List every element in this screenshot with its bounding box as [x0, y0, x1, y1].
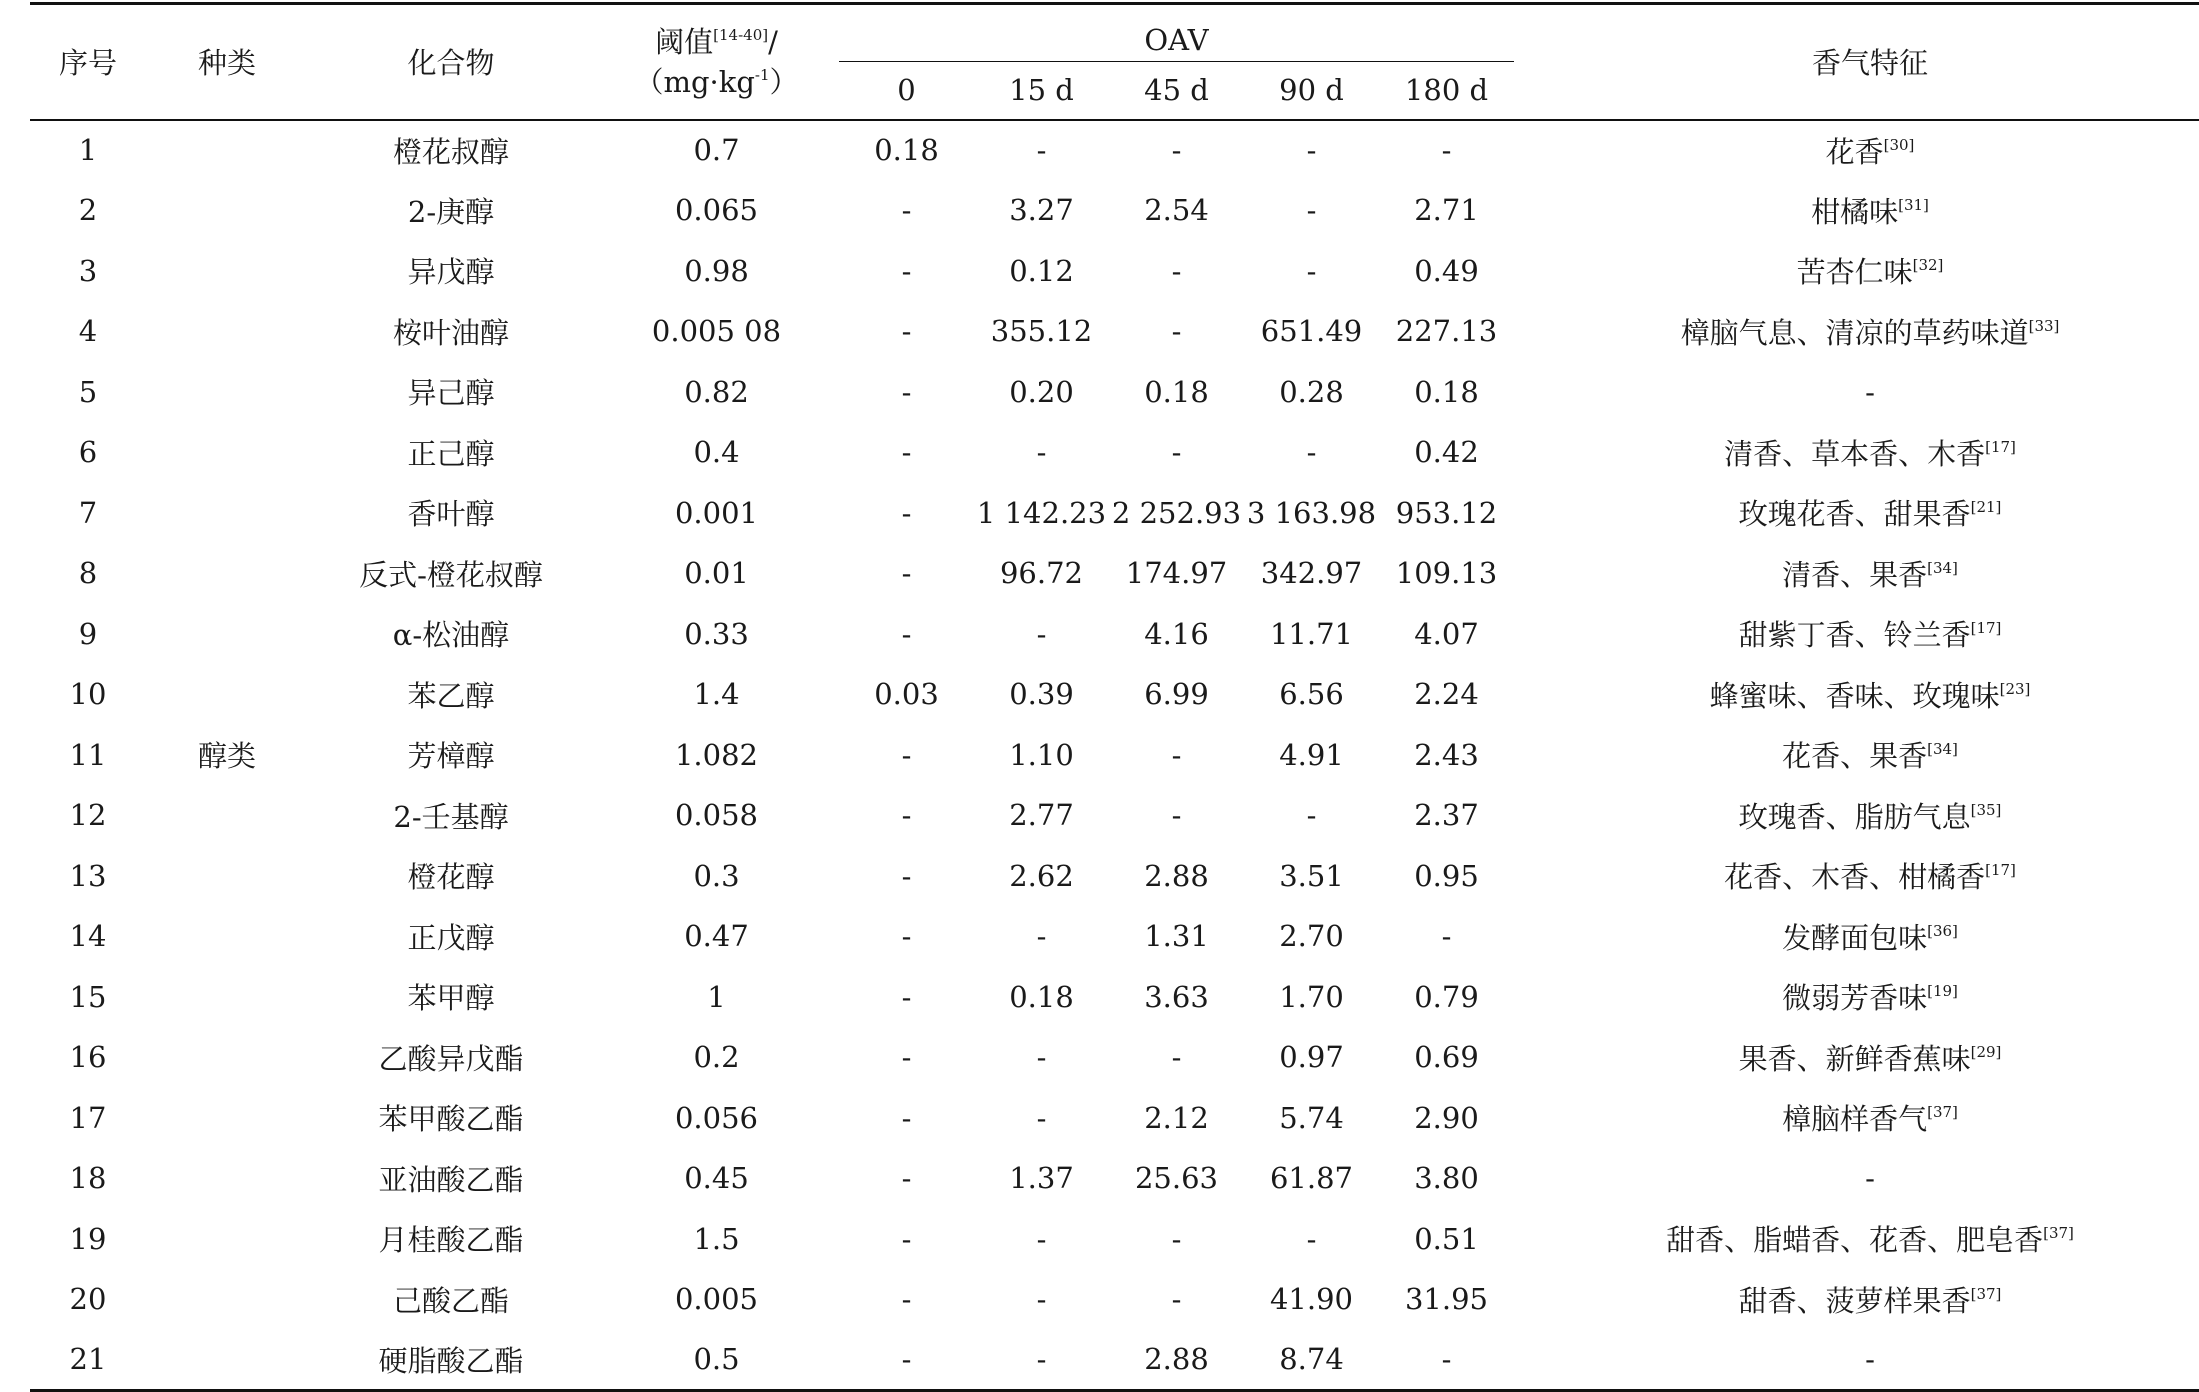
row-aroma: [1514, 241, 2199, 302]
row-compound: 2-庚醇: [407, 194, 495, 229]
row-oav-value: -: [1171, 737, 1182, 772]
row-index: 21: [30, 1330, 146, 1391]
aroma-text: 玫瑰香、脂肪气息: [1738, 799, 1971, 834]
row-compound: 芳樟醇: [407, 739, 495, 774]
row-threshold: 0.3: [693, 858, 740, 893]
row-threshold: 0.4: [693, 435, 740, 470]
table-row: [30, 483, 2199, 544]
aroma-ref: [37]: [1927, 1103, 1958, 1122]
table-row: [30, 604, 2199, 665]
row-oav-value: 3.51: [1279, 858, 1344, 893]
aroma-ref: [35]: [1970, 800, 2002, 819]
row-aroma: [1514, 1269, 2199, 1330]
header-oav-day-90: 90 d: [1244, 62, 1379, 120]
table-row: [30, 301, 2199, 362]
row-oav-value: -: [1306, 798, 1317, 833]
header-category: 种类: [146, 4, 308, 120]
row-oav-value: 5.74: [1279, 1100, 1344, 1135]
row-category: [146, 241, 308, 302]
row-oav-value: 2.54: [1144, 193, 1209, 228]
threshold-ref: [14-40]: [713, 25, 769, 44]
row-category: [146, 543, 308, 604]
row-threshold: 1: [707, 979, 726, 1014]
row-oav-value: -: [1441, 133, 1452, 168]
row-threshold: 0.065: [674, 193, 759, 228]
row-oav-value: 2.24: [1414, 677, 1479, 712]
row-aroma: [1514, 604, 2199, 665]
table-row: [30, 846, 2199, 907]
row-oav-value: -: [901, 374, 912, 409]
row-category: [146, 664, 308, 725]
row-oav-value: -: [1036, 133, 1047, 168]
row-oav-value: -: [1171, 1221, 1182, 1256]
aroma-text: 蜂蜜味、香味、玫瑰味: [1709, 678, 2000, 713]
row-oav-value: -: [1171, 253, 1182, 288]
table-row: [30, 1088, 2199, 1149]
row-threshold: 1.4: [693, 677, 740, 712]
row-oav-value: -: [901, 919, 912, 954]
row-oav-value: -: [1036, 1221, 1047, 1256]
row-oav-value: -: [901, 1100, 912, 1135]
row-category: [146, 604, 308, 665]
row-threshold: 1.5: [693, 1221, 740, 1256]
row-compound: 硬脂酸乙酯: [308, 1330, 594, 1391]
row-oav-value: 31.95: [1404, 1282, 1489, 1317]
row-oav-value: 0.28: [1279, 374, 1344, 409]
row-compound: 2-壬基醇: [393, 799, 509, 834]
row-oav-value: 2.62: [1009, 858, 1074, 893]
row-index: 16: [69, 1040, 107, 1075]
row-oav-value: 61.87: [1269, 1161, 1354, 1196]
row-oav-value: 0.42: [1414, 435, 1479, 470]
row-oav-value: 0.03: [874, 677, 939, 712]
row-oav-value: 1.70: [1279, 979, 1344, 1014]
row-oav-value: 3.27: [1009, 193, 1074, 228]
row-aroma: [1514, 1027, 2199, 1088]
row-oav-value: -: [974, 1330, 1109, 1391]
row-threshold: 0.7: [693, 133, 740, 168]
row-threshold: 0.01: [684, 556, 749, 591]
row-oav-value: -: [1306, 435, 1317, 470]
table-row: [30, 1209, 2199, 1270]
row-threshold: 0.058: [674, 798, 759, 833]
aroma-ref: [17]: [1985, 437, 2016, 456]
row-oav-value: -: [1036, 919, 1047, 954]
row-category: [146, 846, 308, 907]
row-oav-value: -: [1171, 1282, 1182, 1317]
header-threshold: [594, 4, 839, 120]
row-category: [146, 1269, 308, 1330]
row-oav-value: -: [901, 556, 912, 591]
row-oav-value: -: [901, 798, 912, 833]
row-oav-value: -: [1306, 253, 1317, 288]
aroma-text: 甜香、菠萝样果香: [1738, 1283, 1971, 1318]
row-oav-value: -: [901, 435, 912, 470]
row-oav-value: 342.97: [1260, 556, 1363, 591]
row-oav-value: 6.56: [1279, 677, 1344, 712]
row-oav-value: -: [1036, 1282, 1047, 1317]
aroma-text: 柑橘味: [1811, 194, 1899, 229]
row-oav-value: 651.49: [1260, 314, 1363, 349]
row-oav-value: -: [1379, 1330, 1514, 1391]
table-row: [30, 1027, 2199, 1088]
row-oav-value: 2.90: [1414, 1100, 1479, 1135]
aroma-ref: [29]: [1970, 1042, 2002, 1061]
table-row: [30, 967, 2199, 1028]
aroma-text: 花香、果香: [1782, 739, 1928, 774]
row-index: 12: [69, 798, 107, 833]
row-compound: 反式-橙花叔醇: [359, 557, 543, 592]
row-oav-value: 174.97: [1125, 556, 1228, 591]
row-compound: 苯甲酸乙酯: [378, 1102, 524, 1137]
row-oav-value: 1.37: [1009, 1161, 1074, 1196]
header-oav-day-15: 15 d: [974, 62, 1109, 120]
row-threshold: 0.82: [684, 374, 749, 409]
row-oav-value: 2 252.93: [1111, 495, 1242, 530]
row-threshold: 0.005: [674, 1282, 759, 1317]
row-oav-value: -: [901, 616, 912, 651]
table-row: [30, 664, 2199, 725]
table-row: [30, 543, 2199, 604]
table-row: [30, 725, 2199, 786]
aroma-text: 果香、新鲜香蕉味: [1738, 1041, 1971, 1076]
header-oav: OAV: [839, 4, 1514, 62]
row-aroma: [1514, 1148, 2199, 1209]
table-row: [30, 1269, 2199, 1330]
row-compound: α-松油醇: [392, 618, 510, 653]
row-category: [146, 1148, 308, 1209]
row-category: [146, 362, 308, 423]
aroma-ref: [37]: [1970, 1284, 2002, 1303]
row-category: [146, 483, 308, 544]
row-category: [146, 967, 308, 1028]
row-oav-value: -: [901, 979, 912, 1014]
row-aroma: [1514, 362, 2199, 423]
row-category: [146, 422, 308, 483]
table-row: [30, 785, 2199, 846]
table-row: [30, 1330, 2199, 1391]
row-oav-value: -: [1171, 133, 1182, 168]
row-oav-value: -: [839, 1330, 974, 1391]
aroma-text: -: [1865, 374, 1875, 409]
row-index: 9: [78, 616, 98, 651]
row-compound: 橙花叔醇: [392, 134, 509, 169]
threshold-label: 阈值: [655, 24, 714, 59]
row-oav-value: -: [1171, 798, 1182, 833]
aroma-text: 甜香、脂蜡香、花香、肥皂香: [1666, 1223, 2044, 1258]
row-threshold: 1.082: [674, 737, 759, 772]
table-row: [30, 906, 2199, 967]
row-oav-value: 4.16: [1144, 616, 1209, 651]
threshold-unit-post: ）: [769, 64, 799, 99]
aroma-text: 玫瑰花香、甜果香: [1738, 497, 1971, 532]
row-oav-value: -: [901, 737, 912, 772]
row-category: 醇类: [197, 739, 256, 774]
row-oav-value: 2.43: [1414, 737, 1479, 772]
row-oav-value: -: [1306, 1221, 1317, 1256]
header-oav-day-0: 0: [839, 62, 974, 120]
row-index: 7: [78, 495, 98, 530]
row-oav-value: 0.12: [1009, 253, 1074, 288]
aroma-ref: [36]: [1927, 921, 1958, 940]
row-oav-value: 25.63: [1134, 1161, 1219, 1196]
aroma-ref: [32]: [1912, 256, 1944, 275]
row-compound: 桉叶油醇: [392, 315, 509, 350]
row-oav-value: 0.18: [1009, 979, 1074, 1014]
row-category: [146, 1330, 308, 1391]
row-aroma: [1514, 543, 2199, 604]
row-oav-value: -: [901, 253, 912, 288]
aroma-ref: [23]: [1999, 679, 2031, 698]
row-compound: 己酸乙酯: [392, 1283, 509, 1318]
row-oav-value: 0.95: [1414, 858, 1479, 893]
row-index: 5: [78, 374, 98, 409]
row-compound: 亚油酸乙酯: [378, 1162, 524, 1197]
row-aroma: [1514, 301, 2199, 362]
row-aroma: [1514, 725, 2199, 786]
row-aroma: [1514, 1330, 2199, 1391]
row-oav-value: 0.79: [1414, 979, 1479, 1014]
row-oav-value: -: [1036, 435, 1047, 470]
row-index: 8: [78, 556, 98, 591]
row-oav-value: -: [1036, 616, 1047, 651]
row-threshold: 0.47: [684, 919, 749, 954]
row-oav-value: 4.91: [1279, 737, 1344, 772]
row-aroma: [1514, 483, 2199, 544]
row-aroma: [1514, 422, 2199, 483]
row-oav-value: -: [1306, 133, 1317, 168]
row-oav-value: 0.18: [1144, 374, 1209, 409]
aroma-ref: [34]: [1927, 558, 1958, 577]
data-table: [30, 2, 2199, 1392]
aroma-text: 花香: [1825, 134, 1884, 169]
threshold-unit-sup: -1: [754, 65, 770, 84]
row-threshold: 0.005 08: [651, 314, 782, 349]
row-oav-value: 6.99: [1144, 677, 1209, 712]
aroma-ref: [33]: [2028, 316, 2060, 335]
row-compound: 苯甲醇: [407, 981, 495, 1016]
header-oav-day-45: 45 d: [1109, 62, 1244, 120]
row-oav-value: 2.12: [1144, 1100, 1209, 1135]
row-compound: 乙酸异戊酯: [378, 1041, 524, 1076]
row-aroma: [1514, 180, 2199, 241]
row-index: 2: [78, 193, 98, 228]
aroma-text: -: [1865, 1342, 1875, 1376]
row-index: 6: [78, 435, 98, 470]
row-category: [146, 906, 308, 967]
row-oav-value: -: [1306, 193, 1317, 228]
row-aroma: [1514, 1209, 2199, 1270]
row-aroma: [1514, 846, 2199, 907]
row-oav-value: 2.88: [1144, 858, 1209, 893]
row-index: 13: [69, 858, 107, 893]
row-oav-value: -: [1171, 1040, 1182, 1075]
table-body: [30, 120, 2199, 1391]
row-oav-value: 2.37: [1414, 798, 1479, 833]
row-category: [146, 120, 308, 181]
row-oav-value: 0.20: [1009, 374, 1074, 409]
row-compound: 异戊醇: [407, 255, 495, 290]
row-aroma: [1514, 785, 2199, 846]
row-category: [146, 785, 308, 846]
aroma-ref: [37]: [2043, 1224, 2074, 1243]
aroma-text: 发酵面包味: [1782, 920, 1928, 955]
row-oav-value: 8.74: [1244, 1330, 1379, 1391]
row-category: [146, 1209, 308, 1270]
header-index: 序号: [30, 4, 146, 120]
aroma-text: -: [1865, 1161, 1875, 1196]
row-index: 14: [69, 919, 107, 954]
row-oav-value: 96.72: [999, 556, 1084, 591]
aroma-ref: [19]: [1927, 982, 1958, 1001]
table-row: [30, 241, 2199, 302]
row-index: 19: [69, 1221, 107, 1256]
row-oav-value: -: [901, 495, 912, 530]
row-threshold: 0.98: [684, 253, 749, 288]
row-oav-value: -: [901, 314, 912, 349]
row-oav-value: 1.31: [1144, 919, 1209, 954]
row-compound: 正己醇: [407, 436, 495, 471]
row-oav-value: -: [901, 858, 912, 893]
aroma-text: 樟脑气息、清凉的草药味道: [1680, 315, 2029, 350]
header-oav-day-180: 180 d: [1379, 62, 1514, 120]
row-index: 18: [69, 1161, 107, 1196]
row-oav-value: -: [901, 1221, 912, 1256]
row-oav-value: 109.13: [1395, 556, 1498, 591]
row-compound: 香叶醇: [407, 497, 495, 532]
aroma-text: 微弱芳香味: [1782, 981, 1928, 1016]
row-oav-value: 1.10: [1009, 737, 1074, 772]
row-oav-value: 11.71: [1269, 616, 1354, 651]
row-oav-value: 4.07: [1414, 616, 1479, 651]
row-category: [146, 1027, 308, 1088]
row-aroma: [1514, 664, 2199, 725]
row-index: 4: [78, 314, 98, 349]
row-compound: 月桂酸乙酯: [378, 1223, 524, 1258]
row-index: 11: [69, 737, 107, 772]
row-oav-value: -: [1171, 314, 1182, 349]
row-oav-value: -: [901, 1040, 912, 1075]
row-oav-value: -: [1171, 435, 1182, 470]
table-row: [30, 180, 2199, 241]
row-oav-value: 0.51: [1414, 1221, 1479, 1256]
row-index: 1: [78, 133, 98, 168]
row-category: [146, 1088, 308, 1149]
row-index: 20: [69, 1282, 107, 1317]
row-oav-value: -: [1036, 1100, 1047, 1135]
row-threshold: 0.45: [684, 1161, 749, 1196]
row-threshold: 0.2: [693, 1040, 740, 1075]
row-oav-value: 227.13: [1395, 314, 1498, 349]
row-threshold: 0.5: [594, 1330, 839, 1391]
row-oav-value: 0.18: [874, 133, 939, 168]
row-compound: 异己醇: [407, 376, 495, 411]
row-compound: 苯乙醇: [407, 678, 495, 713]
aroma-text: 花香、木香、柑橘香: [1724, 860, 1986, 895]
table-row: [30, 362, 2199, 423]
row-oav-value: 953.12: [1395, 495, 1498, 530]
row-category: [146, 301, 308, 362]
row-oav-value: 3 163.98: [1246, 495, 1377, 530]
aroma-text: 清香、果香: [1782, 557, 1928, 592]
aroma-ref: [17]: [1970, 619, 2002, 638]
row-oav-value: 0.97: [1279, 1040, 1344, 1075]
row-index: 17: [69, 1100, 107, 1135]
row-aroma: [1514, 120, 2199, 181]
row-oav-value: 0.39: [1009, 677, 1074, 712]
row-oav-value: 0.18: [1414, 374, 1479, 409]
row-oav-value: 2.70: [1279, 919, 1344, 954]
row-oav-value: 1 142.23: [976, 495, 1107, 530]
aroma-ref: [17]: [1985, 861, 2016, 880]
row-oav-value: -: [1441, 919, 1452, 954]
row-oav-value: 41.90: [1269, 1282, 1354, 1317]
row-oav-value: -: [1036, 1040, 1047, 1075]
row-oav-value: 0.49: [1414, 253, 1479, 288]
table-row: [30, 422, 2199, 483]
row-oav-value: 2.71: [1414, 193, 1479, 228]
row-index: 3: [78, 253, 98, 288]
row-aroma: [1514, 967, 2199, 1028]
row-aroma: [1514, 906, 2199, 967]
header-compound: 化合物: [308, 4, 594, 120]
aroma-ref: [31]: [1898, 195, 1929, 214]
threshold-unit-pre: （mg·kg: [634, 64, 755, 99]
row-threshold: 0.33: [684, 616, 749, 651]
aroma-ref: [34]: [1927, 740, 1958, 759]
row-oav-value: 2.77: [1009, 798, 1074, 833]
aroma-text: 苦杏仁味: [1796, 255, 1913, 290]
aroma-text: 甜紫丁香、铃兰香: [1738, 618, 1971, 653]
row-oav-value: -: [901, 193, 912, 228]
row-index: 15: [69, 979, 107, 1014]
aroma-text: 清香、草本香、木香: [1724, 436, 1986, 471]
row-compound: 橙花醇: [407, 860, 495, 895]
row-oav-value: -: [901, 1282, 912, 1317]
row-compound: 正戊醇: [407, 920, 495, 955]
row-oav-value: 0.69: [1414, 1040, 1479, 1075]
aroma-ref: [21]: [1970, 498, 2002, 517]
row-oav-value: 3.80: [1414, 1161, 1479, 1196]
row-category: [146, 180, 308, 241]
table-row: [30, 120, 2199, 181]
row-oav-value: 3.63: [1144, 979, 1209, 1014]
aroma-text: 樟脑样香气: [1782, 1102, 1928, 1137]
table-row: [30, 1148, 2199, 1209]
header-aroma: 香气特征: [1514, 4, 2199, 120]
row-oav-value: 2.88: [1109, 1330, 1244, 1391]
row-threshold: 0.056: [674, 1100, 759, 1135]
row-aroma: [1514, 1088, 2199, 1149]
row-oav-value: 355.12: [990, 314, 1093, 349]
row-oav-value: -: [901, 1161, 912, 1196]
threshold-slash: /: [768, 24, 778, 59]
row-threshold: 0.001: [674, 495, 759, 530]
row-index: 10: [69, 677, 107, 712]
aroma-ref: [30]: [1883, 135, 1915, 154]
